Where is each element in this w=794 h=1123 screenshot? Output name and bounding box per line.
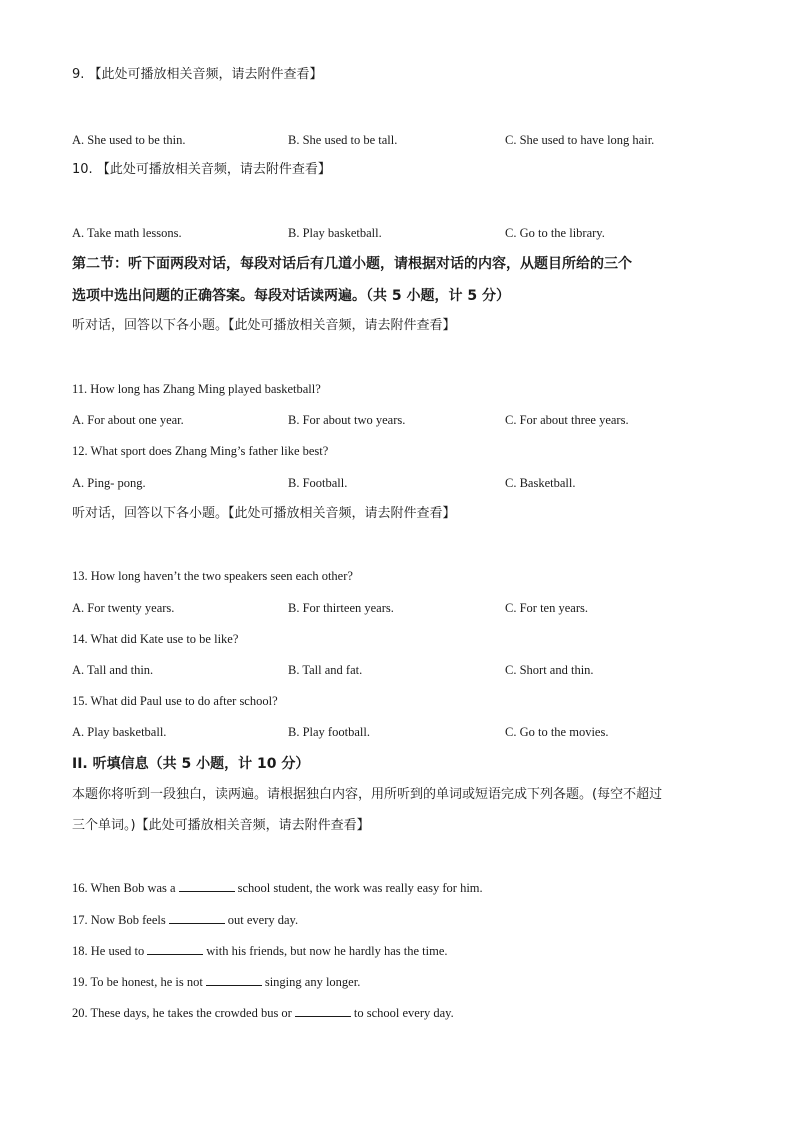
audio-placeholder[interactable]: 【此处可播放相关音频，请去附件查看】: [96, 162, 331, 177]
option-a[interactable]: A. For twenty years.: [72, 601, 175, 615]
fill-item-17: [72, 912, 298, 928]
option-b[interactable]: B. Tall and fat.: [288, 663, 363, 677]
option-b[interactable]: B. She used to be tall.: [288, 133, 398, 147]
question-14: 14. What did Kate use to be like?: [72, 632, 239, 646]
part-heading: II. 听填信息（共 5 小题，计 10 分）: [72, 756, 310, 772]
answer-blank[interactable]: [147, 943, 203, 955]
question-11: 11. How long has Zhang Ming played basketball?: [72, 382, 321, 396]
option-c[interactable]: C. Basketball.: [505, 476, 576, 490]
option-b[interactable]: B. For about two years.: [288, 413, 406, 427]
fill-suffix: out every day.: [227, 913, 299, 927]
fill-suffix: school student, the work was really easy for him.: [237, 881, 483, 895]
question-13: 13. How long haven’t the two speakers seen each other?: [72, 569, 353, 583]
option-c[interactable]: C. Short and thin.: [505, 663, 594, 677]
answer-blank[interactable]: [295, 1005, 351, 1017]
question-number: 9.: [72, 67, 85, 82]
option-a[interactable]: A. Take math lessons.: [72, 226, 182, 240]
option-b[interactable]: B. For thirteen years.: [288, 601, 394, 615]
option-c[interactable]: C. She used to have long hair.: [505, 133, 655, 147]
answer-blank[interactable]: [169, 912, 225, 924]
audio-placeholder[interactable]: 【此处可播放相关音频，请去附件查看】: [88, 67, 323, 82]
fill-suffix: to school every day.: [353, 1006, 454, 1020]
part-instructions-cont: 三个单词。)【此处可播放相关音频，请去附件查看】: [72, 818, 370, 833]
option-c[interactable]: C. For about three years.: [505, 413, 629, 427]
option-a[interactable]: A. Tall and thin.: [72, 663, 154, 677]
dialog-intro: 听对话，回答以下各小题。【此处可播放相关音频，请去附件查看】: [72, 506, 456, 521]
fill-prefix: 17. Now Bob feels: [72, 913, 166, 927]
fill-suffix: with his friends, but now he hardly has the time.: [206, 944, 448, 958]
part-instructions: 本题你将听到一段独白，读两遍。请根据独白内容，用所听到的单词或短语完成下列各题。(每空不超过: [72, 787, 663, 802]
answer-blank[interactable]: [206, 974, 262, 986]
section-heading-cont: 选项中选出问题的正确答案。每段对话读两遍。（共 5 小题，计 5 分）: [72, 288, 510, 304]
option-c[interactable]: C. For ten years.: [505, 601, 588, 615]
option-a[interactable]: A. Play basketball.: [72, 725, 167, 739]
fill-prefix: 20. These days, he takes the crowded bus or: [72, 1006, 292, 1020]
fill-suffix: singing any longer.: [264, 975, 361, 989]
fill-prefix: 16. When Bob was a: [72, 881, 176, 895]
question-12: 12. What sport does Zhang Ming’s father like best?: [72, 444, 329, 458]
question-9: [72, 67, 323, 83]
option-a[interactable]: A. She used to be thin.: [72, 133, 186, 147]
answer-blank[interactable]: [179, 880, 235, 892]
dialog-intro: 听对话，回答以下各小题。【此处可播放相关音频，请去附件查看】: [72, 318, 456, 333]
question-10: [72, 162, 331, 178]
option-b[interactable]: B. Play basketball.: [288, 226, 382, 240]
fill-item-20: [72, 1005, 454, 1021]
option-a[interactable]: A. For about one year.: [72, 413, 184, 427]
option-c[interactable]: C. Go to the movies.: [505, 725, 609, 739]
question-number: 10.: [72, 162, 93, 177]
fill-item-19: [72, 974, 360, 990]
option-b[interactable]: B. Play football.: [288, 725, 370, 739]
option-c[interactable]: C. Go to the library.: [505, 226, 605, 240]
fill-item-18: [72, 943, 448, 959]
fill-prefix: 18. He used to: [72, 944, 145, 958]
section-heading: 第二节：听下面两段对话，每段对话后有几道小题，请根据对话的内容，从题目所给的三个: [72, 256, 632, 272]
option-b[interactable]: B. Football.: [288, 476, 348, 490]
fill-prefix: 19. To be honest, he is not: [72, 975, 203, 989]
option-a[interactable]: A. Ping- pong.: [72, 476, 146, 490]
fill-item-16: [72, 880, 483, 896]
question-15: 15. What did Paul use to do after school?: [72, 694, 278, 708]
